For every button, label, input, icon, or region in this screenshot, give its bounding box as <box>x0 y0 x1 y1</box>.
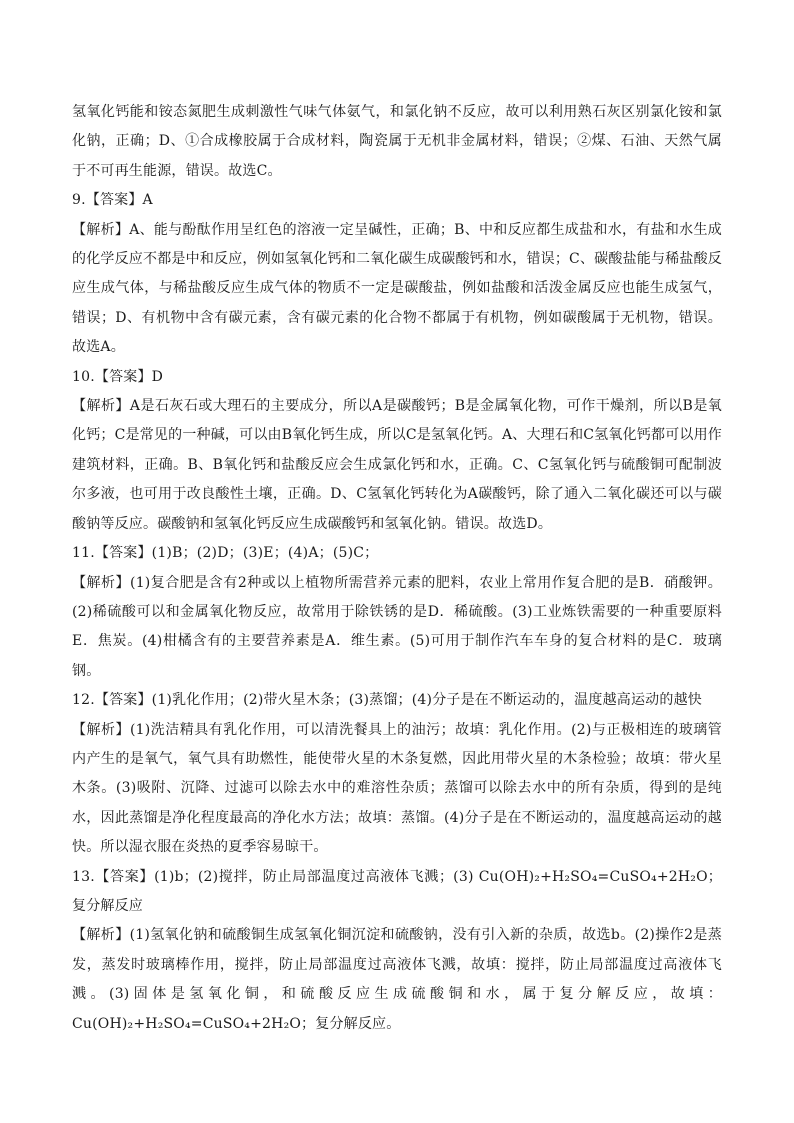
answer-q12: 12.【答案】(1)乳化作用；(2)带火星木条；(3)蒸馏；(4)分子是在不断运动的，温度越高运动的越快 <box>72 692 702 709</box>
answer-q10: 10.【答案】D <box>72 368 164 385</box>
analysis-q11: 【解析】(1)复合肥是含有2种或以上植物所需营养元素的肥料，农业上常用作复合肥的是B．硝酸钾。(2)稀硫酸可以和金属氧化物反应，故常用于除铁锈的是D．稀硫酸。(3)工业炼铁需要的一种重要原料E．焦炭。(4)柑橘含有的主要营养素是A．维生素。(5)可用于制作汽车车身的复合材料的是C．玻璃钢。 <box>72 574 722 679</box>
analysis-q13: 【解析】(1)氢氧化钠和硫酸铜生成氢氧化铜沉淀和硫酸钠，没有引入新的杂质，故选b。(2)操作2是蒸发，蒸发时玻璃棒作用，搅拌，防止局部温度过高液体飞溅，故填：搅拌，防止局部温度过高液体飞溅。(3)固体是氢氧化铜，和硫酸反应生成硫酸铜和水，属于复分解反应，故填：Cu(OH)₂+H₂SO₄=CuSO₄+2H₂O；复分解反应。 <box>72 927 722 1032</box>
analysis-q12: 【解析】(1)洗洁精具有乳化作用，可以清洗餐具上的油污；故填：乳化作用。(2)与正极相连的玻璃管内产生的是氧气，氧气具有助燃性，能使带火星的木条复燃，因此用带火星的木条检验；故填：带火星木条。(3)吸附、沉降、过滤可以除去水中的难溶性杂质；蒸馏可以除去水中的所有杂质，得到的是纯水，因此蒸馏是净化程度最高的净化水方法；故填：蒸馏。(4)分子是在不断运动的，温度越高运动的越快。所以湿衣服在炎热的夏季容易晾干。 <box>72 721 722 856</box>
analysis-q10: 【解析】A是石灰石或大理石的主要成分，所以A是碳酸钙；B是金属氧化物，可作干燥剂，所以B是氧化钙；C是常见的一种碱，可以由B氧化钙生成，所以C是氢氧化钙。A、大理石和C氢氧化钙都可以用作建筑材料，正确。B、B氧化钙和盐酸反应会生成氯化钙和水，正确。C、C氢氧化钙与硫酸铜可配制波尔多液，也可用于改良酸性土壤，正确。D、C氢氧化钙转化为A碳酸钙，除了通入二氧化碳还可以与碳酸钠等反应。碳酸钠和氢氧化钙反应生成碳酸钙和氢氧化钠。错误。故选D。 <box>72 398 722 532</box>
answer-q11: 11.【答案】(1)B；(2)D；(3)E；(4)A；(5)C； <box>72 545 379 562</box>
analysis-q9: 【解析】A、能与酚酞作用呈红色的溶液一定呈碱性，正确；B、中和反应都生成盐和水，有盐和水生成的化学反应不都是中和反应，例如氢氧化钙和二氧化碳生成碳酸钙和水，错误；C、碳酸盐能与稀盐酸反应生成气体，与稀盐酸反应生成气体的物质不一定是碳酸盐，例如盐酸和活泼金属反应也能生成氢气，错误；D、有机物中含有碳元素，含有碳元素的化合物不都属于有机物，例如碳酸属于无机物，错误。故选A。 <box>72 221 722 356</box>
answer-q9: 9.【答案】A <box>72 192 153 209</box>
paragraph-q8-continuation: 氢氧化钙能和铵态氮肥生成刺激性气味气体氨气，和氯化钠不反应，故可以利用熟石灰区别氯化铵和氯化钠，正确；D、①合成橡胶属于合成材料，陶瓷属于无机非金属材料，错误；②煤、石油、天然气属于不可再生能源，错误。故选C。 <box>72 104 722 179</box>
answer-content <box>72 98 722 1039</box>
answer-q13: 13.【答案】(1)b；(2)搅拌，防止局部温度过高液体飞溅；(3) Cu(OH)₂+H₂SO₄=CuSO₄+2H₂O；复分解反应 <box>72 868 722 914</box>
